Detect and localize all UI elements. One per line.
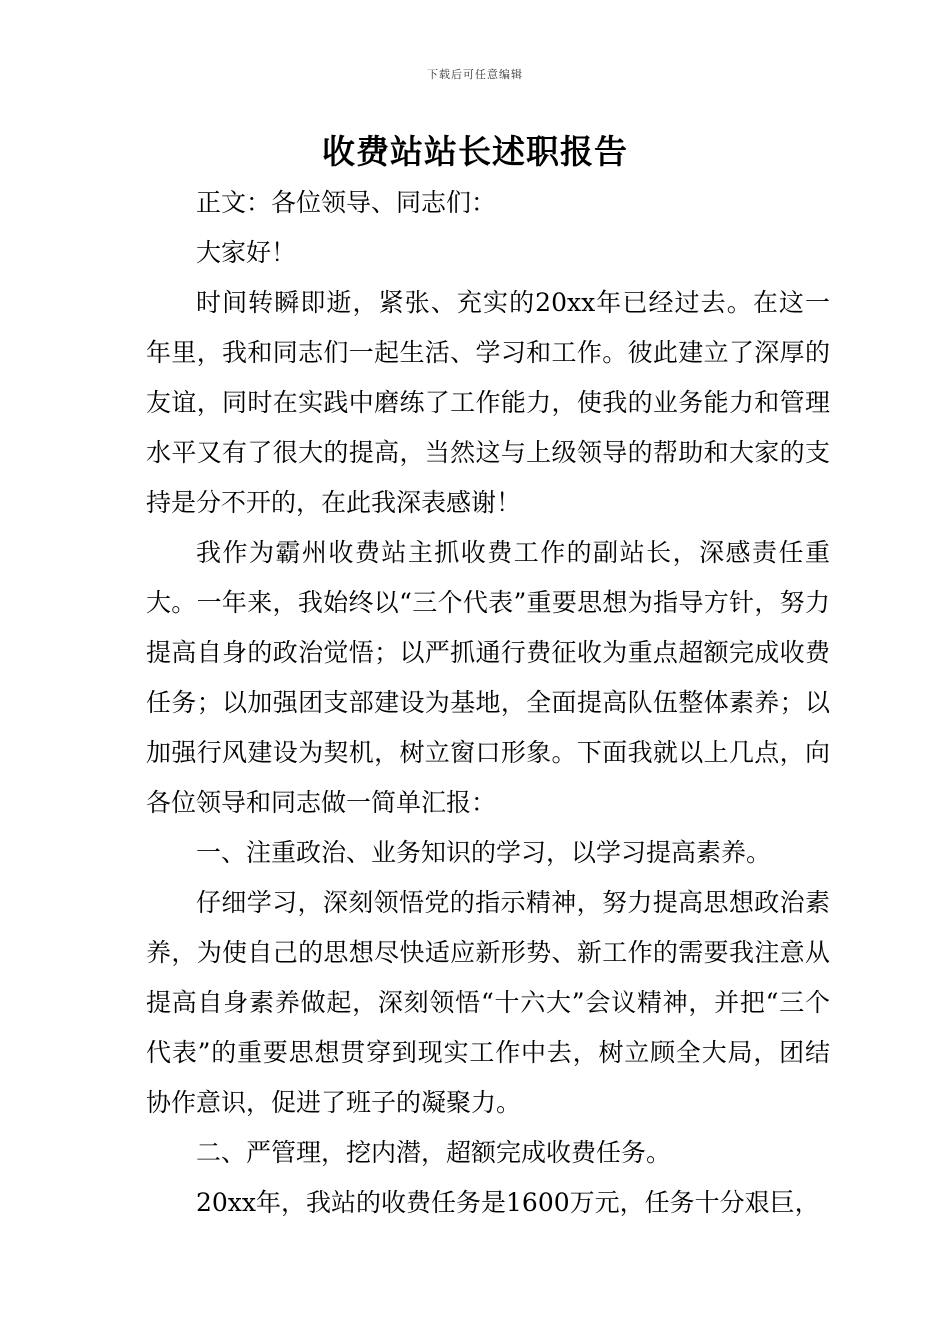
section-heading-1: 一、注重政治、业务知识的学习，以学习提高素养。 bbox=[196, 838, 772, 867]
paragraph-task: 20xx年，我站的收费任务是1600万元，任务十分艰巨， bbox=[196, 1188, 820, 1217]
section-heading-2: 二、严管理，挖内潜，超额完成收费任务。 bbox=[196, 1138, 672, 1167]
paragraph-intro: 时间转瞬即逝，紧张、充实的20xx年已经过去。在这一年里，我和同志们一起生活、学习和工作。彼此建立了深厚的友谊，同时在实践中磨练了工作能力，使我的业务能力和管理水平又有了很大的提高，当然这与上级领导的帮助和大家的支持是分不开的，在此我深表感谢！ bbox=[146, 288, 830, 517]
paragraph-role: 我作为霸州收费站主抓收费工作的副站长，深感责任重大。一年来，我始终以“三个代表”重要思想为指导方针，努力提高自身的政治觉悟；以严抓通行费征收为重点超额完成收费任务；以加强团支部建设为基地，全面提高队伍整体素养；以加强行风建设为契机，树立窗口形象。下面我就以上几点，向各位领导和同志做一简单汇报： bbox=[146, 538, 830, 817]
document-title: 收费站站长述职报告 bbox=[322, 132, 628, 171]
paragraph-greeting: 大家好！ bbox=[196, 238, 297, 267]
document-body bbox=[146, 178, 830, 1228]
paragraph-study: 仔细学习，深刻领悟党的指示精神，努力提高思想政治素养，为使自己的思想尽快适应新形势、新工作的需要我注意从提高自身素养做起，深刻领悟“十六大”会议精神，并把“三个代表”的重要思想贯穿到现实工作中去，树立顾全大局，团结协作意识，促进了班子的凝聚力。 bbox=[146, 888, 830, 1117]
paragraph-salutation: 正文：各位领导、同志们： bbox=[196, 188, 497, 217]
header-note: 下载后可任意编辑 bbox=[427, 68, 523, 81]
